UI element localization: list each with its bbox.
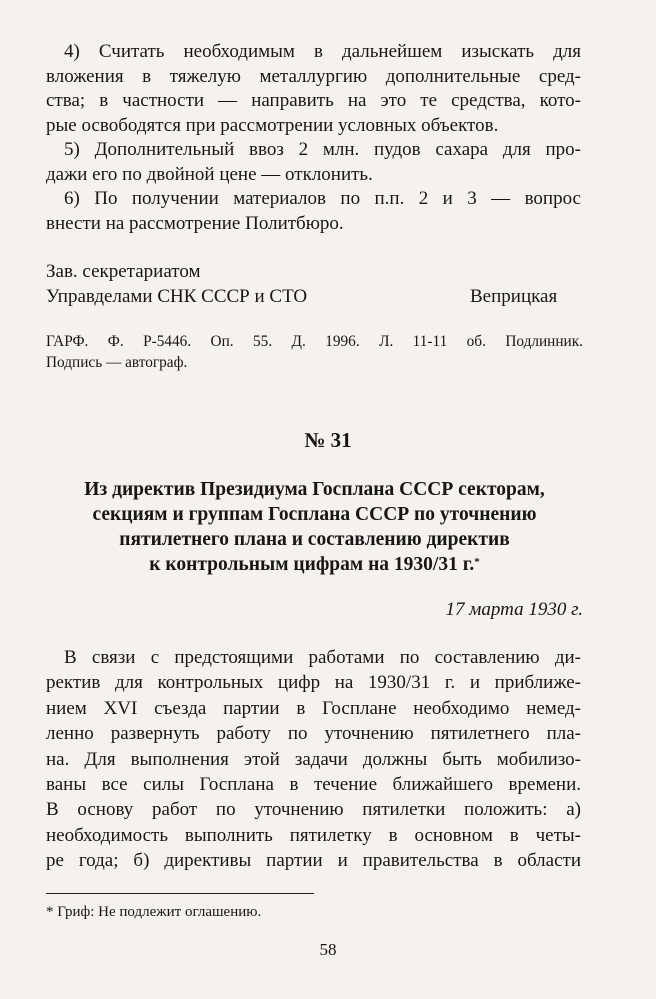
paragraph-4 [46,40,581,138]
text-line: дажи его по двойной цене — отклонить. [46,163,373,185]
title-line: Из директив Президиума Госплана СССР секторам, [84,479,545,500]
text-line: на. Для выполнения этой задачи должны быть мобилизо- [46,748,581,770]
footnote: * Гриф: Не подлежит оглашению. [46,904,262,920]
text-line: В связи с предстоящими работами по составлению ди- [64,647,581,668]
text-line: ства; в частности — направить на это те средства, кото- [46,90,581,112]
title-line: пятилетнего плана и составлению директив [119,529,510,550]
footnote-marker: * [474,556,480,568]
document-date: 17 марта 1930 г. [445,599,583,620]
text-line: ваны все силы Госплана в течение ближайшего времени. [46,774,581,796]
archive-line: ГАРФ. Ф. Р-5446. Оп. 55. Д. 1996. Л. 11-11 об. Подлинник. [46,333,583,350]
text-line: 4) Считать необходимым в дальнейшем изыскать для [64,41,581,62]
body-paragraph [46,645,581,874]
text-line: вложения в тяжелую металлургию дополнительные сред- [46,65,581,87]
footnote-divider [46,893,314,894]
text-line: 5) Дополнительный ввоз 2 млн. пудов сахара для про- [64,139,581,160]
paragraph-5 [46,138,581,187]
text-line: рые освободятся при рассмотрении условных объектов. [46,114,499,136]
document-number: № 31 [304,428,352,452]
document-title [46,477,583,577]
text-line: ре года; б) директивы партии и правительства в области [46,850,581,872]
signature-title-line1: Зав. секретариатом [46,261,201,282]
text-line: необходимость выполнить пятилетку в основном в четы- [46,824,581,846]
title-line: к контрольным цифрам на 1930/31 г. [149,554,475,575]
paragraph-6 [46,187,581,236]
text-line: ректив для контрольных цифр на 1930/31 г. и приближе- [46,672,581,694]
text-line: 6) По получении материалов по п.п. 2 и 3 — вопрос [64,188,581,209]
signature-title-line2: Управделами СНК СССР и СТО [46,286,308,307]
archive-line: Подпись — автограф. [46,354,188,371]
page-number: 58 [319,940,337,959]
text-line: ленно развернуть работу по уточнению пятилетнего пла- [46,723,581,745]
title-line: секциям и группам Госплана СССР по уточнению [92,504,537,525]
text-line: внести на рассмотрение Политбюро. [46,212,344,234]
archive-note [46,331,583,373]
signature-name: Веприцкая [470,286,558,307]
text-line: В основу работ по уточнению пятилетки положить: а) [46,799,581,821]
text-line: нием XVI съезда партии в Госплане необходимо немед- [46,697,581,719]
